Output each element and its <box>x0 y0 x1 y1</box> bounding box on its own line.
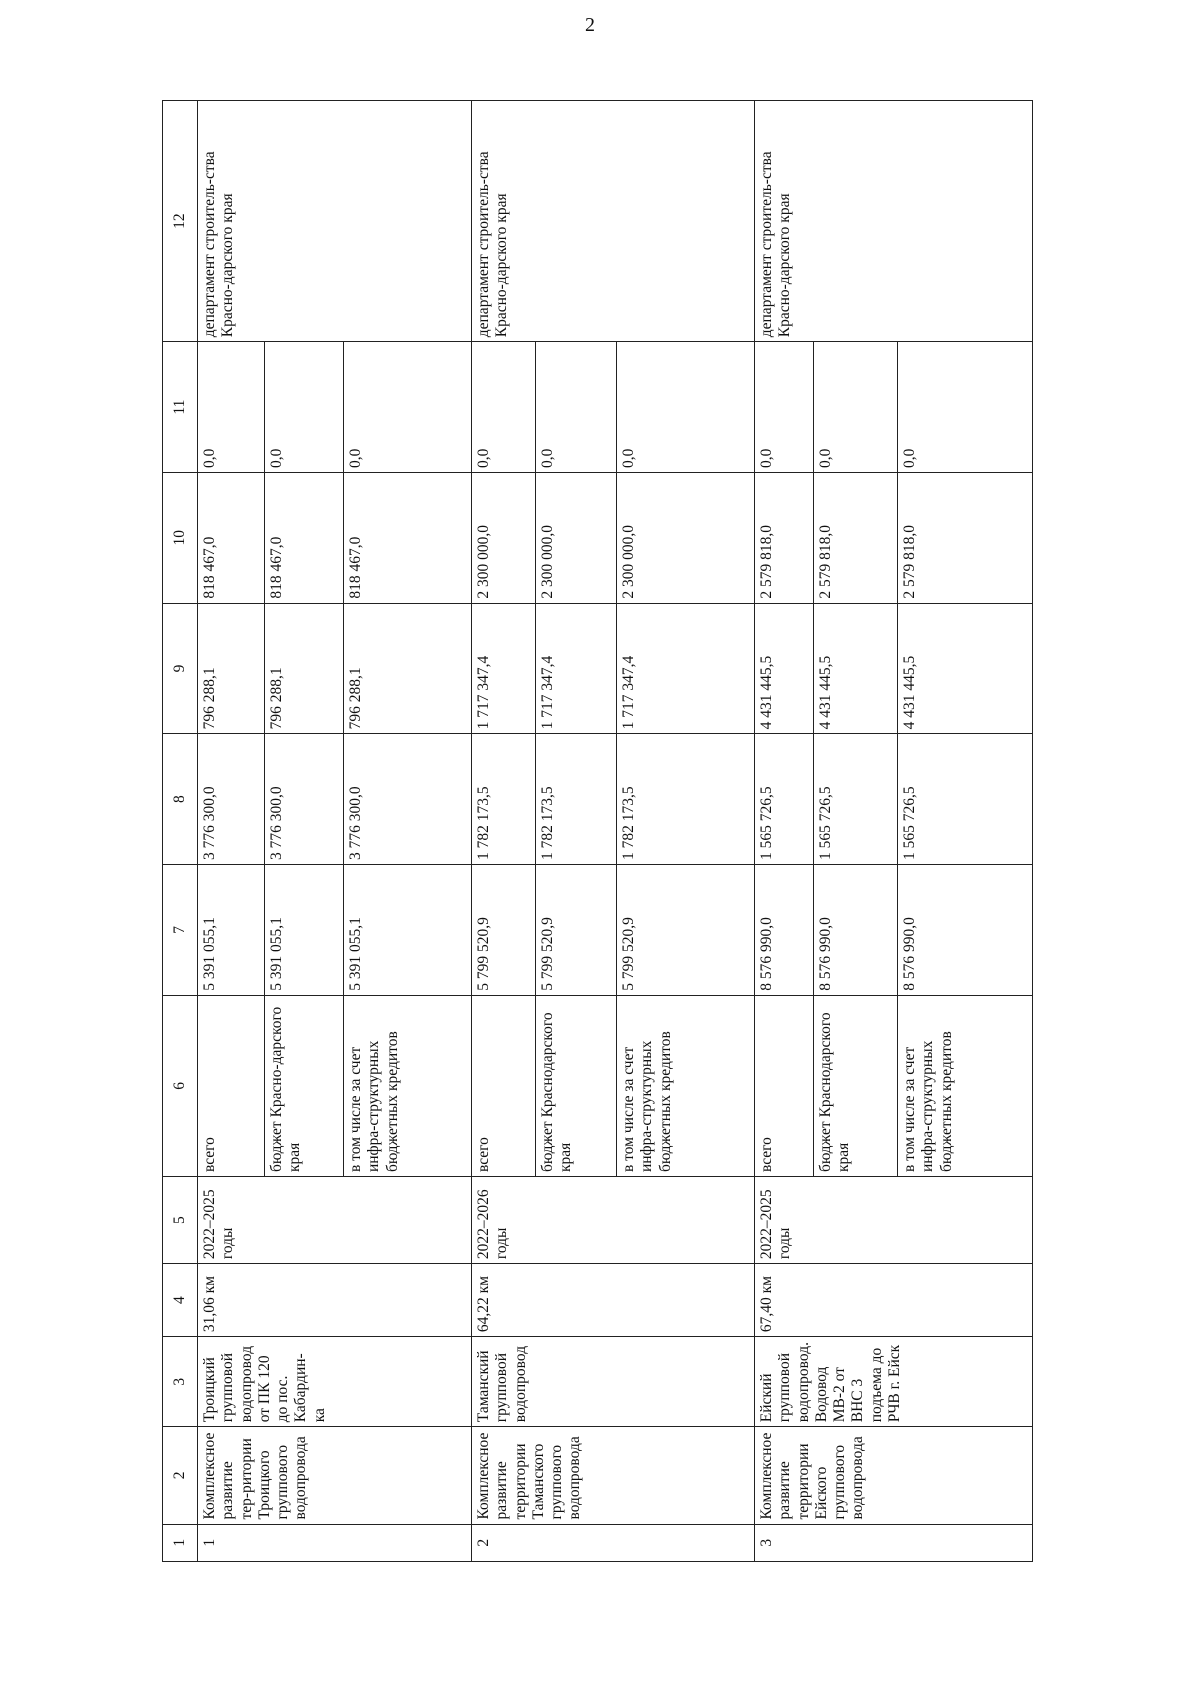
value-cell: 0,0 <box>198 342 265 473</box>
period-cell: 2022–2025 годы <box>755 1177 1033 1264</box>
header-cell: 3 <box>163 1337 198 1427</box>
source-cell: в том числе за счет инфра-структурных бюджетных кредитов <box>344 995 472 1176</box>
value-cell: 8 576 990,0 <box>898 865 1033 996</box>
value-cell: 2 579 818,0 <box>755 472 814 603</box>
executor-cell: департамент строитель-ства Красно-дарского края <box>755 101 1033 342</box>
value-cell: 1 565 726,5 <box>814 734 898 865</box>
value-cell: 5 799 520,9 <box>536 865 617 996</box>
value-cell: 3 776 300,0 <box>265 734 344 865</box>
value-cell: 5 799 520,9 <box>472 865 536 996</box>
value-cell: 0,0 <box>755 342 814 473</box>
event-name: Комплексное развитие территории Таманского группового водопровода <box>472 1427 755 1524</box>
value-cell: 5 391 055,1 <box>344 865 472 996</box>
value-cell: 1 717 347,4 <box>617 603 755 734</box>
header-row <box>163 101 198 1562</box>
executor-cell: департамент строитель-ства Красно-дарского края <box>472 101 755 342</box>
source-cell: всего <box>198 995 265 1176</box>
value-cell: 3 776 300,0 <box>344 734 472 865</box>
value-cell: 2 579 818,0 <box>898 472 1033 603</box>
value-cell: 796 288,1 <box>198 603 265 734</box>
value-cell: 0,0 <box>472 342 536 473</box>
value-cell: 4 431 445,5 <box>755 603 814 734</box>
object-name: Ейский групповой водопровод. Водовод МВ-2 от ВНС 3 подъема до РЧВ г. Ейск <box>755 1337 1033 1427</box>
length-cell: 67,40 км <box>755 1264 1033 1337</box>
header-cell: 7 <box>163 865 198 996</box>
value-cell: 0,0 <box>265 342 344 473</box>
table-row <box>755 101 814 1562</box>
value-cell: 5 391 055,1 <box>265 865 344 996</box>
value-cell: 3 776 300,0 <box>198 734 265 865</box>
object-name: Таманский групповой водопровод <box>472 1337 755 1427</box>
source-cell: бюджет Красно-дарского края <box>265 995 344 1176</box>
value-cell: 8 576 990,0 <box>814 865 898 996</box>
value-cell: 0,0 <box>344 342 472 473</box>
page-number: 2 <box>585 14 595 36</box>
header-cell: 8 <box>163 734 198 865</box>
value-cell: 4 431 445,5 <box>898 603 1033 734</box>
value-cell: 1 782 173,5 <box>617 734 755 865</box>
value-cell: 818 467,0 <box>265 472 344 603</box>
source-cell: в том числе за счет инфра-структурных бюджетных кредитов <box>617 995 755 1176</box>
table-row <box>198 101 265 1562</box>
value-cell: 5 799 520,9 <box>617 865 755 996</box>
row-number: 3 <box>755 1524 1033 1561</box>
source-cell: в том числе за счет инфра-структурных бюджетных кредитов <box>898 995 1033 1176</box>
value-cell: 2 300 000,0 <box>536 472 617 603</box>
value-cell: 1 782 173,5 <box>472 734 536 865</box>
row-number: 1 <box>198 1524 472 1561</box>
length-cell: 64,22 км <box>472 1264 755 1337</box>
header-cell: 10 <box>163 472 198 603</box>
value-cell: 796 288,1 <box>344 603 472 734</box>
executor-cell: департамент строитель-ства Красно-дарского края <box>198 101 472 342</box>
header-cell: 5 <box>163 1177 198 1264</box>
value-cell: 0,0 <box>617 342 755 473</box>
value-cell: 796 288,1 <box>265 603 344 734</box>
value-cell: 5 391 055,1 <box>198 865 265 996</box>
value-cell: 818 467,0 <box>198 472 265 603</box>
source-cell: всего <box>755 995 814 1176</box>
source-cell: всего <box>472 995 536 1176</box>
header-cell: 9 <box>163 603 198 734</box>
value-cell: 818 467,0 <box>344 472 472 603</box>
header-cell: 12 <box>163 101 198 342</box>
rotated-table-wrapper <box>162 100 1082 1562</box>
length-cell: 31,06 км <box>198 1264 472 1337</box>
value-cell: 1 565 726,5 <box>755 734 814 865</box>
value-cell: 1 565 726,5 <box>898 734 1033 865</box>
header-cell: 2 <box>163 1427 198 1524</box>
period-cell: 2022–2026 годы <box>472 1177 755 1264</box>
header-cell: 4 <box>163 1264 198 1337</box>
value-cell: 4 431 445,5 <box>814 603 898 734</box>
object-name: Троицкий групповой водопровод от ПК 120 до пос. Кабардин-ка <box>198 1337 472 1427</box>
value-cell: 8 576 990,0 <box>755 865 814 996</box>
value-cell: 1 717 347,4 <box>536 603 617 734</box>
value-cell: 0,0 <box>536 342 617 473</box>
value-cell: 1 782 173,5 <box>536 734 617 865</box>
row-number: 2 <box>472 1524 755 1561</box>
value-cell: 2 300 000,0 <box>472 472 536 603</box>
value-cell: 2 300 000,0 <box>617 472 755 603</box>
header-cell: 6 <box>163 995 198 1176</box>
table-row <box>472 101 536 1562</box>
event-name: Комплексное развитие тер-ритории Троицкого группового водопровода <box>198 1427 472 1524</box>
period-cell: 2022–2025 годы <box>198 1177 472 1264</box>
header-cell: 11 <box>163 342 198 473</box>
value-cell: 0,0 <box>898 342 1033 473</box>
source-cell: бюджет Краснодарского края <box>536 995 617 1176</box>
header-cell: 1 <box>163 1524 198 1561</box>
financing-table <box>162 100 1033 1562</box>
value-cell: 2 579 818,0 <box>814 472 898 603</box>
source-cell: бюджет Краснодарского края <box>814 995 898 1176</box>
event-name: Комплексное развитие территории Ейского группового водопровода <box>755 1427 1033 1524</box>
value-cell: 1 717 347,4 <box>472 603 536 734</box>
value-cell: 0,0 <box>814 342 898 473</box>
